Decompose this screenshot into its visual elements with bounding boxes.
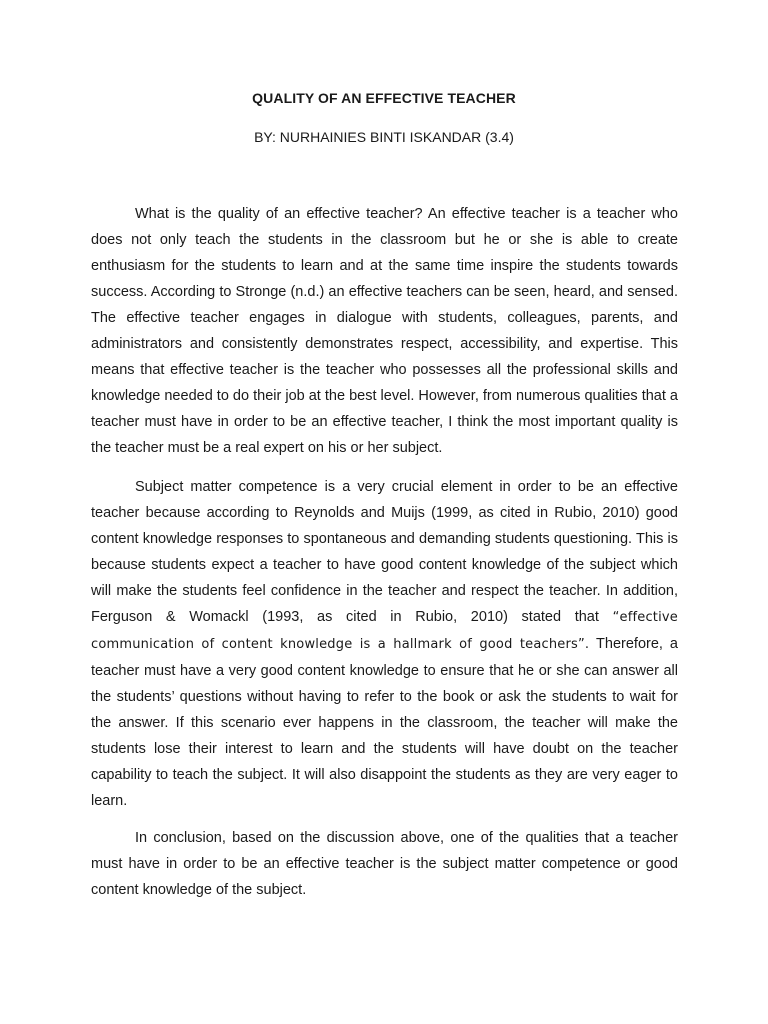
page-title: QUALITY OF AN EFFECTIVE TEACHER bbox=[252, 90, 516, 106]
paragraph-introduction: What is the quality of an effective teacher? An effective teacher is a teacher who does not only teach the students in the classroom but he or she is able to create enthusiasm for the students to learn and at the same time inspire the students towards success. According to Stronge (n.d.) an effective teachers can be seen, heard, and sensed. The effective teacher engages in dialogue with students, colleagues, parents, and administrators and consistently demonstrates respect, accessibility, and expertise. This means that effective teacher is the teacher who possesses all the professional skills and knowledge needed to do their job at the best level. However, from numerous qualities that a teacher must have in order to be an effective teacher, I think the most important quality is the teacher must be a real expert on his or her subject. bbox=[91, 206, 678, 456]
paragraph-text: Therefore, a teacher must have a very good content knowledge to ensure that he or she can answer all the students’ questions without having to refer to the book or ask the students to wait for the answer. If this scenario ever happens in the classroom, the teacher will make the students lose their interest to learn and the students will have doubt on the teacher capability to teach the subject. It will also disappoint the students as they are very eager to learn. bbox=[91, 636, 678, 809]
quotation: “effective communication of content knowledge is a hallmark of good teachers”. bbox=[91, 610, 679, 652]
author-byline: BY: NURHAINIES BINTI ISKANDAR (3.4) bbox=[254, 129, 514, 145]
paragraph-conclusion: In conclusion, based on the discussion above, one of the qualities that a teacher must have in order to be an effective teacher is the subject matter competence or good content knowledge of the subject. bbox=[91, 830, 678, 898]
paragraph-subject-competence bbox=[91, 474, 678, 814]
paragraph-text: Subject matter competence is a very crucial element in order to be an effective teacher because according to Reynolds and Muijs (1999, as cited in Rubio, 2010) good content knowledge responses to spontaneous and demanding students questioning. This is because students expect a teacher to have good content knowledge of the subject which will make the students feel confidence in the teacher and respect the teacher. In addition, Ferguson & Womackl (1993, as cited in Rubio, 2010) stated that bbox=[91, 479, 678, 625]
